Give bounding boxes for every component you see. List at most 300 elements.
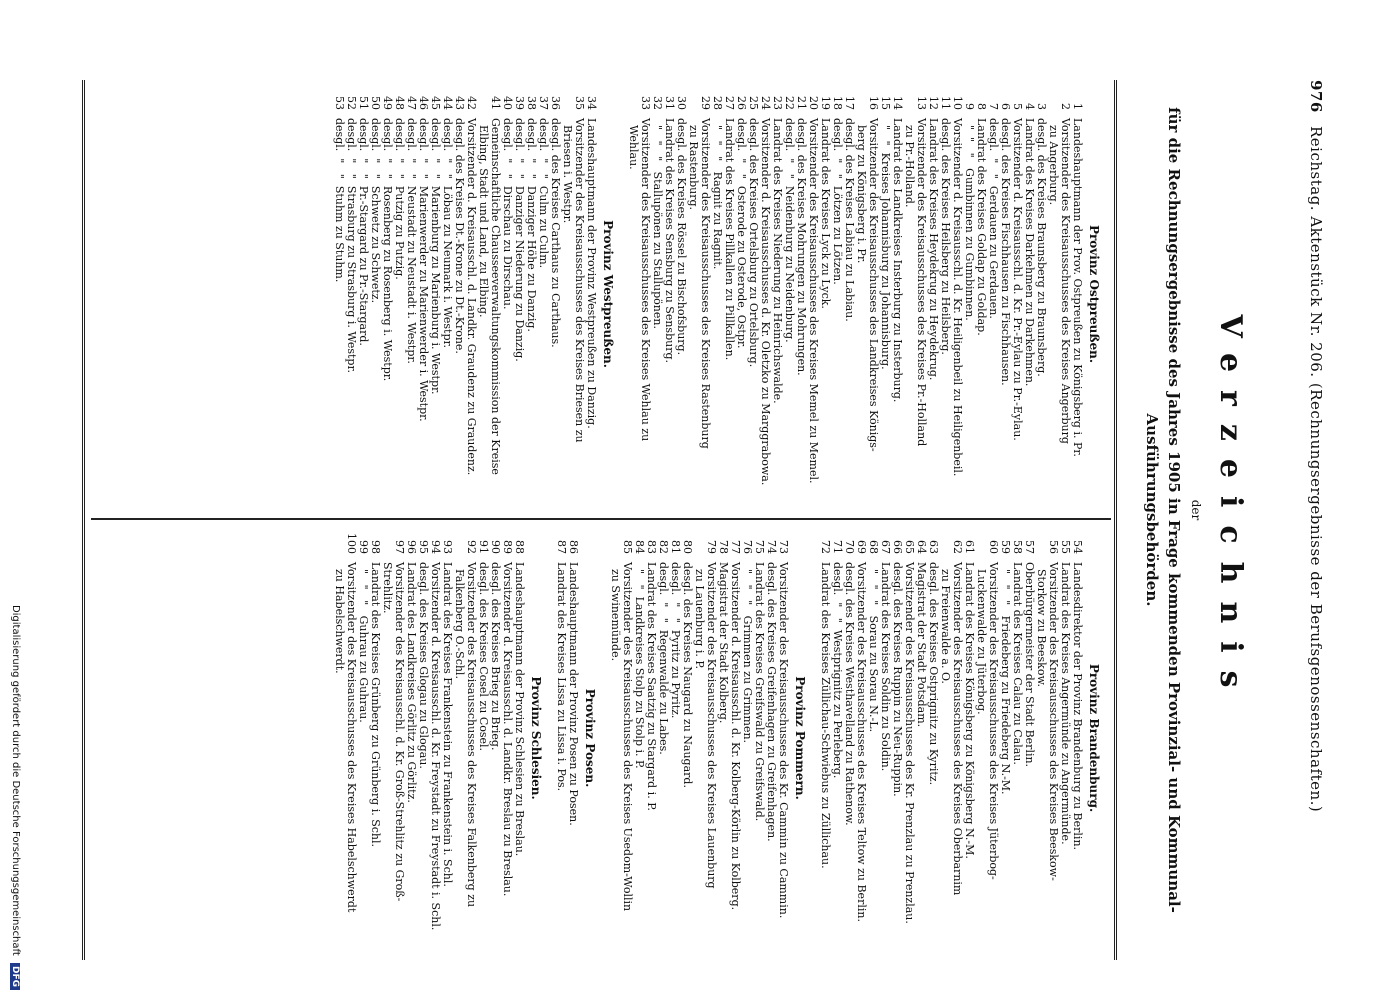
list-item [819, 84, 831, 504]
list-item [975, 84, 987, 504]
item-text: Vorsitzender d. Kreisausschl. d. Kr. Freystadt zu Freystadt i. Schl. [429, 562, 442, 931]
list-item [879, 84, 891, 504]
list-item [681, 528, 693, 948]
item-text: Vorsitzender des Kreisausschusses des Kreises Pr.-Holland zu Pr.-Holland. [903, 118, 928, 447]
item-text: Vorsitzender des Kreisausschusses des Kreises Rastenburg zu Rastenburg. [687, 118, 712, 449]
list-item [381, 84, 393, 504]
item-number: 82 [657, 540, 670, 554]
item-text: Landesdirektor der Provinz Brandenburg zu Berlin. [1071, 562, 1084, 851]
item-text: desgl. des Kreises Greifenhagen zu Greifenhagen. [765, 562, 778, 842]
item-number: 39 [513, 96, 526, 110]
list-item [867, 528, 879, 948]
item-number: 56 [1047, 540, 1060, 554]
list-item [1023, 84, 1035, 504]
item-text: desgl. " " Neidenburg zu Neidenburg. [783, 118, 796, 343]
item-number: 35 [573, 96, 586, 110]
list-item [939, 84, 951, 504]
province-heading: Provinz Posen. [583, 688, 597, 788]
item-number: 38 [525, 96, 538, 110]
province-heading: Provinz Schlesien. [529, 676, 543, 800]
item-number: 80 [681, 540, 694, 554]
list-item [1035, 528, 1059, 948]
list-item [555, 528, 567, 948]
item-text: desgl. " " Marienwerder zu Marienwerder i. Westpr. [417, 118, 430, 422]
list-item [369, 84, 381, 504]
list-item [735, 84, 747, 504]
item-text: Landrat des Kreises Lyck zu Lyck. [819, 118, 832, 309]
province-heading: Provinz Brandenburg. [1087, 663, 1101, 813]
item-text: Vorsitzender d. Kreisausschusses d. Kr. Oletzko zu Marggrabowa. [759, 118, 772, 486]
item-number: 95 [417, 540, 430, 554]
item-number: 50 [369, 96, 382, 110]
item-text: desgl. " " Putzig zu Putzig. [393, 118, 406, 280]
list-item [747, 84, 759, 504]
document-subtitle [1141, 80, 1185, 940]
digitization-footer [10, 10, 21, 990]
list-item [939, 528, 963, 948]
item-number: 46 [417, 96, 430, 110]
list-item [441, 84, 453, 504]
item-number: 74 [765, 540, 778, 554]
item-text: desgl. des Kreises Fischhausen zu Fischhausen. [999, 118, 1012, 386]
item-text: desgl. " " Dirschau zu Dirschau. [501, 118, 514, 310]
item-text: desgl. " " Marienburg zu Marienburg i. Westpr. [429, 118, 442, 395]
item-text: Landrat des Kreises Niederung zu Heinrichswalde. [771, 118, 784, 404]
item-number: 43 [453, 96, 466, 110]
item-number: 69 [855, 540, 868, 554]
item-number: 25 [747, 96, 760, 110]
item-text: desgl. des Kreises Mohrungen zu Mohrungen. [795, 118, 808, 376]
list-item [765, 528, 777, 948]
item-number: 41 [489, 96, 502, 110]
list-item [915, 528, 927, 948]
item-number: 4 [1023, 103, 1036, 110]
item-text: " " " Sorau zu Sorau N.-L. [867, 562, 880, 733]
item-number: 97 [393, 540, 406, 554]
list-item [855, 84, 879, 504]
item-number: 90 [489, 540, 502, 554]
item-number: 71 [831, 540, 844, 554]
list-item [357, 84, 369, 504]
item-text: desgl. des Kreises Ortelsburg zu Ortelsburg. [747, 118, 760, 368]
item-text: desgl. des Kreises Rössel zu Bischofsburg. [675, 118, 688, 356]
item-number: 96 [405, 540, 418, 554]
list-item [645, 528, 657, 948]
list-item [567, 528, 579, 948]
item-text: Vorsitzender des Kreisausschusses des Kr. Cammin zu Cammin. [777, 562, 790, 919]
list-item [1071, 84, 1083, 504]
item-number: 51 [357, 96, 370, 110]
dfg-logo: DFG [10, 963, 20, 990]
list-item [1071, 528, 1083, 948]
item-text: Vorsitzender des Kreisausschusses des Kreises Oberbarnim zu Freienwalde a. O. [939, 562, 964, 896]
list-item [903, 528, 915, 948]
list-item [963, 84, 975, 504]
item-number: 42 [465, 96, 478, 110]
document-title: Verzeichnis [1213, 314, 1248, 706]
item-text: " " " Grimmen zu Grimmen. [741, 562, 754, 744]
item-text: Vorsitzender des Kreisausschusses des Kreises Wehlau zu Wehlau. [627, 118, 652, 442]
item-number: 21 [795, 96, 808, 110]
item-number: 57 [1023, 540, 1036, 554]
list-item [651, 84, 663, 504]
list-item [429, 84, 441, 504]
item-text: desgl. des Kreises Ostprignitz zu Kyritz. [927, 562, 940, 786]
section-gap [545, 528, 555, 948]
section-gap [617, 84, 627, 504]
item-text: Vorsitzender des Kreisausschusses des Kreises Lauenburg zu Lauenburg i. P. [693, 562, 718, 889]
item-number: 49 [381, 96, 394, 110]
item-number: 44 [441, 96, 454, 110]
item-number: 60 [987, 540, 1000, 554]
list-item [381, 528, 405, 948]
list-item [831, 528, 843, 948]
item-text: desgl. " " Danziger Höhe zu Danzig. [525, 118, 538, 332]
item-number: 55 [1059, 540, 1072, 554]
item-number: 10 [951, 96, 964, 110]
item-text: " " Landkreises Stolp zu Stolp i. P. [633, 562, 646, 769]
item-text: Landrat des Kreises Pillkallen zu Pillkallen. [723, 118, 736, 361]
item-number: 52 [345, 96, 358, 110]
item-text: desgl. des Kreises Brieg zu Brieg. [489, 562, 502, 751]
item-number: 59 [999, 540, 1012, 554]
list-item [759, 84, 771, 504]
item-number: 31 [663, 96, 676, 110]
item-text: desgl. " " Pr.-Stargard zu Pr.-Stargard. [357, 118, 370, 346]
province-heading: Provinz Ostpreußen. [1087, 224, 1101, 364]
item-text: Vorsitzender d. Kreisausschl. d. Kr. Kolberg-Körlin zu Kolberg. [729, 562, 742, 911]
item-number: 2 [1059, 103, 1072, 110]
column-divider [91, 518, 1111, 520]
item-text: desgl. " " Danziger Niederung zu Danzig. [513, 118, 526, 362]
list-item [741, 528, 753, 948]
item-text: Magistrat der Stadt Kolberg. [717, 562, 730, 724]
item-number: 84 [633, 540, 646, 554]
item-number: 58 [1011, 540, 1024, 554]
item-text: Landrat des Kreises Greifswald zu Greifswald. [753, 562, 766, 822]
item-number: 79 [705, 540, 718, 554]
list-item [501, 84, 513, 504]
list-item [927, 84, 939, 504]
item-number: 62 [951, 540, 964, 554]
item-text: desgl. des Kreises Ruppin zu Neu-Ruppin. [891, 562, 904, 797]
list-item [513, 84, 525, 504]
subtitle-line-2: Ausführungsbehörden. [1143, 413, 1161, 607]
item-number: 13 [915, 96, 928, 110]
item-text: desgl. des Kreises Labiau zu Labiau. [843, 118, 856, 322]
item-number: 28 [711, 96, 724, 110]
list-item [453, 528, 477, 948]
item-number: 87 [555, 540, 568, 554]
section-gap [809, 528, 819, 948]
item-number: 22 [783, 96, 796, 110]
item-text: Landeshauptmann der Prov. Ostpreußen zu Königsberg i. Pr. [1071, 118, 1084, 457]
list-item [999, 84, 1011, 504]
item-number: 37 [537, 96, 550, 110]
list-item [927, 528, 939, 948]
item-text: desgl. des Kreises Heilsberg zu Heilsberg. [939, 118, 952, 355]
list-item [777, 528, 789, 948]
item-number: 89 [501, 540, 514, 554]
item-text: Landrat des Kreises Calau zu Calau. [1011, 562, 1024, 765]
item-number: 16 [867, 96, 880, 110]
item-text: desgl. des Kreises Cosel zu Cosel. [477, 562, 490, 752]
item-text: desgl. " " Löbau zu Neumark i. Westpr. [441, 118, 454, 349]
item-text: Vorsitzender des Kreisausschusses des Kreises Briesen zu Briesen i. Westpr. [561, 118, 586, 443]
list-item [711, 84, 723, 504]
list-item [693, 528, 717, 948]
list-item [1011, 84, 1023, 504]
list-item [723, 84, 735, 504]
item-number: 67 [879, 540, 892, 554]
list-item [1011, 528, 1023, 948]
item-text: desgl. " " Westprignitz zu Perleberg. [831, 562, 844, 779]
item-text: Landrat des Landkreises Insterburg zu Insterburg. [891, 118, 904, 403]
item-number: 73 [777, 540, 790, 554]
item-number: 54 [1071, 540, 1084, 554]
item-text: Landrat des Kreises Goldap zu Goldap. [975, 118, 988, 336]
top-rule [1114, 80, 1117, 960]
item-text: Vorsitzender des Kreisausschusses des Kreises Jüterbog- Luckenwalde zu Jüterbog. [975, 562, 1000, 880]
list-item [753, 528, 765, 948]
list-item [729, 528, 741, 948]
list-item [633, 528, 645, 948]
list-item [501, 528, 513, 948]
item-number: 61 [963, 540, 976, 554]
item-number: 5 [1011, 103, 1024, 110]
item-number: 19 [819, 96, 832, 110]
item-text: " " " Friedeberg zu Friedeberg N.-M. [999, 562, 1012, 795]
item-number: 6 [999, 103, 1012, 110]
list-item [525, 84, 537, 504]
list-item [657, 528, 669, 948]
item-number: 88 [513, 540, 526, 554]
list-item [783, 84, 795, 504]
item-number: 17 [843, 96, 856, 110]
item-number: 85 [621, 540, 634, 554]
item-text: Vorsitzender d. Kreisausschl. d. Landkr. Breslau zu Breslau. [501, 562, 514, 897]
list-item [663, 84, 675, 504]
list-item [627, 84, 651, 504]
item-text: desgl. " " Stuhm zu Stuhm. [333, 118, 346, 283]
item-text: Vorsitzender des Kreisausschusses des Landkreises Königs- berg zu Königsberg i. Pr. [855, 118, 880, 452]
item-number: 72 [819, 540, 832, 554]
subtitle-line-1: für die Rechnungsergebnisse des Jahres 1905 in Frage kommenden Provinzial- und Kommunal- [1165, 107, 1183, 913]
item-text: desgl. des Kreises Westhavelland zu Rathenow. [843, 562, 856, 826]
list-item [609, 528, 633, 948]
item-text: Landrat des Kreises Frankenstein zu Frankenstein i. Schl. [441, 562, 454, 887]
province-heading: Provinz Westpreußen. [601, 220, 615, 368]
item-text: desgl. " " Regenwalde zu Labes. [657, 562, 670, 755]
item-text: Landrat des Kreises Darkehmen zu Darkehmen. [1023, 118, 1036, 387]
item-number: 93 [441, 540, 454, 554]
item-text: desgl. " " Strasburg zu Strasburg i. Westpr. [345, 118, 358, 373]
item-text: desgl. " " Pyritz zu Pyritz. [669, 562, 682, 719]
list-item [999, 528, 1011, 948]
item-number: 40 [501, 96, 514, 110]
item-text: Vorsitzender des Kreisausschusses des Kreises Memel zu Memel. [807, 118, 820, 484]
item-number: 23 [771, 96, 784, 110]
item-number: 81 [669, 540, 682, 554]
list-item [477, 528, 489, 948]
item-number: 3 [1035, 103, 1048, 110]
list-item [795, 84, 807, 504]
list-item [393, 84, 405, 504]
item-text: Landrat des Kreises Heydekrug zu Heydekrug. [927, 118, 940, 381]
item-number: 78 [717, 540, 730, 554]
list-item [585, 84, 597, 504]
list-item [807, 84, 819, 504]
item-text: Gemeinschaftliche Chausseeverwaltungskommission der Kreise Elbing, Stadt und Land, zu Elbing. [477, 118, 502, 475]
section-gap [599, 528, 609, 948]
item-number: 48 [393, 96, 406, 110]
item-number: 66 [891, 540, 904, 554]
list-item [855, 528, 867, 948]
item-text: Landeshauptmann der Provinz Posen zu Posen. [567, 562, 580, 826]
item-text: Vorsitzender d. Kreisausschl. d. Kr. Heiligenbeil zu Heiligenbeil. [951, 118, 964, 477]
item-number: 64 [915, 540, 928, 554]
item-text: Landrat des Kreises Sensburg zu Sensburg. [663, 118, 676, 363]
item-text: " " Kreises Johannisburg zu Johannisburg. [879, 118, 892, 370]
item-number: 75 [753, 540, 766, 554]
item-text: Magistrat der Stadt Potsdam. [915, 562, 928, 728]
list-item [903, 84, 927, 504]
list-item [687, 84, 711, 504]
list-item [453, 84, 465, 504]
list-item [477, 84, 501, 504]
item-text: Landrat des Kreises Züllichau-Schwiebus zu Züllichau. [819, 562, 832, 869]
list-item [891, 84, 903, 504]
item-text: Landrat des Landkreises Görlitz zu Görlitz. [405, 562, 418, 803]
item-text: Landrat des Kreises Lissa zu Lissa i. Pos. [555, 562, 568, 792]
item-text: Landrat des Kreises Angermünde zu Angermünde. [1059, 562, 1072, 845]
item-text: " " " Ragnit zu Ragnit. [711, 118, 724, 270]
running-header [1301, 80, 1325, 970]
list-item [1023, 528, 1035, 948]
item-text: desgl. " " Neustadt zu Neustadt i. Westpr. [405, 118, 418, 364]
item-number: 34 [585, 96, 598, 110]
item-number: 15 [879, 96, 892, 110]
item-text: desgl. " " Gerdauen zu Gerdauen. [987, 118, 1000, 319]
list-item [843, 528, 855, 948]
item-text: desgl. des Kreises Carthaus zu Carthaus. [549, 118, 562, 348]
item-number: 45 [429, 96, 442, 110]
item-number: 33 [639, 96, 652, 110]
province-heading: Provinz Pommern. [793, 676, 807, 800]
item-number: 65 [903, 540, 916, 554]
item-text: Vorsitzender des Kreisausschusses des Kreises Falkenberg zu Falkenberg O.-Schl. [453, 562, 478, 908]
list-item [345, 84, 357, 504]
item-number: 77 [729, 540, 742, 554]
item-number: 30 [675, 96, 688, 110]
item-text: Vorsitzender des Kreisausschusses des Kreises Habelschwerdt zu Habelschwerdt. [333, 562, 358, 913]
item-text: Vorsitzender des Kreisausschusses des Kreises Angerburg zu Angerburg. [1047, 118, 1072, 444]
item-number: 99 [357, 540, 370, 554]
list-item [429, 528, 441, 948]
item-text: Vorsitzender des Kreisausschusses des Kreises Teltow zu Berlin. [855, 562, 868, 922]
item-text: Landrat des Kreises Königsberg zu Königsberg N.-M. [963, 562, 976, 859]
list-item [513, 528, 525, 948]
item-number: 8 [975, 103, 988, 110]
item-text: Oberbürgermeister der Stadt Berlin. [1023, 562, 1036, 768]
item-number: 83 [645, 540, 658, 554]
item-number: 1 [1071, 103, 1084, 110]
list-item [417, 84, 429, 504]
item-text: Vorsitzender des Kreisausschusses des Kreises Beeskow- Storkow zu Beeskow. [1035, 562, 1060, 881]
list-item [717, 528, 729, 948]
item-number: 24 [759, 96, 772, 110]
item-text: desgl. des Kreises Glogau zu Glogau. [417, 562, 430, 769]
item-number: 26 [735, 96, 748, 110]
list-item [843, 84, 855, 504]
list-item [333, 528, 357, 948]
item-number: 14 [891, 96, 904, 110]
item-number: 76 [741, 540, 754, 554]
item-text: Vorsitzender des Kreisausschusses des Kreises Usedom-Wollin zu Swinemünde. [609, 562, 634, 912]
list-item [675, 84, 687, 504]
list-item [357, 528, 369, 948]
item-text: desgl. des Kreises Braunsberg zu Braunsberg. [1035, 118, 1048, 377]
item-number: 36 [549, 96, 562, 110]
item-text: desgl. " " Osterode zu Osterode, Ostpr. [735, 118, 748, 349]
item-text: desgl. " " Lötzen zu Lötzen. [831, 118, 844, 285]
item-number: 91 [477, 540, 490, 554]
list-item [1035, 84, 1047, 504]
list-item [405, 84, 417, 504]
item-number: 53 [333, 96, 346, 110]
list-item [333, 84, 345, 504]
item-text: Landrat des Kreises Saatzig zu Stargard i. P. [645, 562, 658, 811]
item-text: " " " Stallupönen zu Stallupönen. [651, 118, 664, 329]
item-text: " " " Gumbinnen zu Gumbinnen. [963, 118, 976, 321]
list-item [489, 528, 501, 948]
bottom-rule [82, 80, 85, 960]
list-item [561, 84, 585, 504]
item-number: 86 [567, 540, 580, 554]
left-column [333, 84, 1103, 504]
item-number: 20 [807, 96, 820, 110]
page-number: 976 [1307, 80, 1325, 113]
item-text: desgl. " " Schwetz zu Schwetz. [369, 118, 382, 304]
item-text: Landrat des Kreises Soldin zu Soldin. [879, 562, 892, 772]
list-item [537, 84, 549, 504]
item-number: 9 [963, 103, 976, 110]
item-number: 27 [723, 96, 736, 110]
item-text: Landrat des Kreises Grünberg zu Grünberg i. Schl. [369, 562, 382, 848]
footer-text: Digitalisierung gefördert durch die Deutsche Forschungsgemeinschaft [10, 604, 21, 956]
item-text: " " " Guhrau zu Guhrau. [357, 562, 370, 723]
list-item [771, 84, 783, 504]
list-item [441, 528, 453, 948]
item-number: 100 [345, 533, 358, 554]
item-number: 63 [927, 540, 940, 554]
item-number: 18 [831, 96, 844, 110]
item-number: 92 [465, 540, 478, 554]
list-item [369, 528, 381, 948]
list-item [963, 528, 975, 948]
item-text: desgl. des Kreises Dt.-Krone zu Dt.-Krone. [453, 118, 466, 354]
item-text: Vorsitzender des Kreisausschl. d. Kr. Groß-Strehlitz zu Groß-Strehlitz. [381, 562, 406, 902]
item-number: 70 [843, 540, 856, 554]
list-item [951, 84, 963, 504]
item-text: Landeshauptmann der Provinz Schlesien zu Breslau. [513, 562, 526, 857]
title-der: der [1189, 499, 1203, 521]
item-text: Vorsitzender d. Kreisausschl. d. Landkr. Graudenz zu Graudenz. [465, 118, 478, 476]
list-item [405, 528, 417, 948]
right-column [333, 528, 1103, 948]
item-text: Landeshauptmann der Provinz Westpreußen zu Danzig. [585, 118, 598, 429]
running-title: Reichstag. Aktenstück Nr. 206. (Rechnungsergebnisse der Berufsgenossenschaften.) [1307, 126, 1325, 813]
